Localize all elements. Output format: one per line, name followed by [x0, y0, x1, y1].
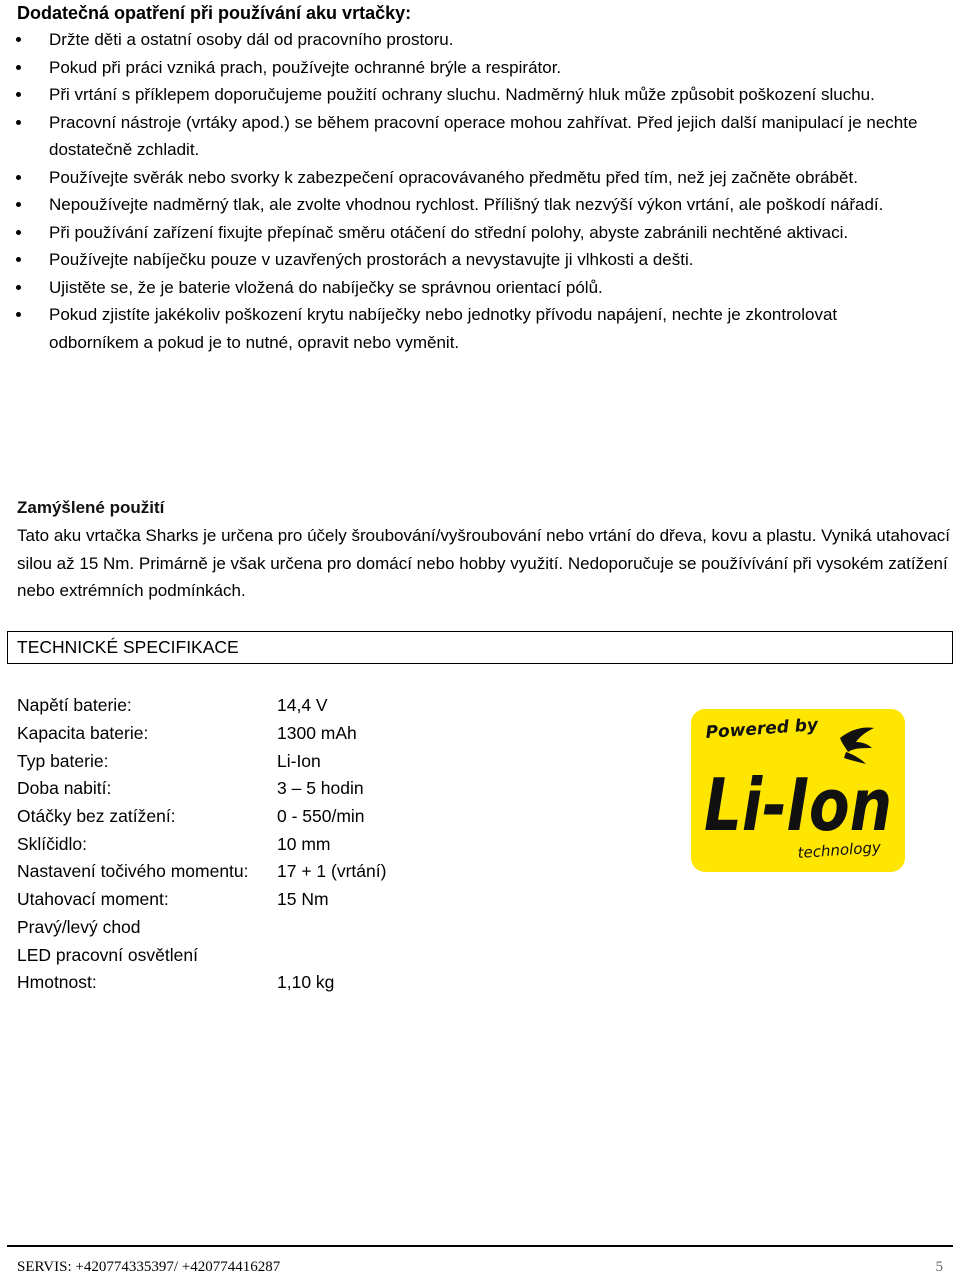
- list-item-text: Pokud při práci vzniká prach, používejte ochranné brýle a respirátor.: [49, 57, 562, 77]
- table-row: [17, 914, 386, 942]
- spec-label: LED pracovní osvětlení: [17, 944, 198, 965]
- spec-value: 14,4 V: [277, 695, 328, 716]
- bullet-icon: [16, 65, 21, 70]
- spec-label: Sklíčidlo:: [17, 833, 88, 854]
- bullet-icon: [16, 202, 21, 207]
- list-item-text: Používejte nabíječku pouze v uzavřených prostorách a nevystavujte ji vlhkosti a dešti.: [49, 250, 694, 269]
- footer-service: SERVIS: +420774335397/ +420774416287: [17, 1259, 281, 1275]
- bullet-icon: [16, 120, 21, 125]
- spec-value: 1300 mAh: [277, 723, 357, 744]
- footer-divider: [7, 1245, 953, 1247]
- table-row: [17, 969, 386, 997]
- page-number: 5: [935, 1259, 943, 1275]
- spec-label: Otáčky bez zatížení:: [17, 806, 176, 827]
- spec-value: Li-Ion: [277, 750, 321, 771]
- tech-specs-heading: TECHNICKÉ SPECIFIKACE: [7, 631, 953, 664]
- bullet-icon: [16, 312, 21, 317]
- spec-label: Utahovací moment:: [17, 889, 169, 910]
- spec-value: 10 mm: [277, 833, 331, 854]
- precautions-list: [0, 26, 930, 356]
- spec-label: Typ baterie:: [17, 750, 109, 771]
- spec-label: Hmotnost:: [17, 972, 97, 993]
- list-item: [0, 219, 930, 247]
- bullet-icon: [16, 175, 21, 180]
- table-row: [17, 830, 386, 858]
- spec-value: [277, 914, 386, 942]
- list-item: [0, 301, 930, 356]
- bullet-icon: [16, 230, 21, 235]
- list-item: [0, 246, 930, 274]
- list-item-text: Používejte svěrák nebo svorky k zabezpečení opracovávaného předmětu před tím, než jej začněte obrábět.: [49, 167, 858, 187]
- list-item-text: Pracovní nástroje (vrtáky apod.) se během pracovní operace mohou zahřívat. Před jejich další manipulací je nechte dostatečně zchladit.: [49, 112, 918, 159]
- spec-label: Napětí baterie:: [17, 695, 132, 716]
- spec-label: Pravý/levý chod: [17, 916, 141, 937]
- bullet-icon: [16, 285, 21, 290]
- spec-value: 1,10 kg: [277, 972, 335, 993]
- table-row: [17, 720, 386, 748]
- bullet-icon: [16, 92, 21, 97]
- bullet-icon: [16, 257, 21, 262]
- li-ion-logo: [690, 708, 906, 873]
- spec-value: 17 + 1 (vrtání): [277, 861, 387, 882]
- table-row: [17, 886, 386, 914]
- spec-label: Doba nabití:: [17, 778, 112, 799]
- table-row: [17, 775, 386, 803]
- spec-label: Kapacita baterie:: [17, 723, 149, 744]
- list-item: [0, 109, 930, 164]
- spec-value: 3 – 5 hodin: [277, 778, 364, 799]
- specs-table: [17, 692, 386, 997]
- list-item-text: Při používání zařízení fixujte přepínač směru otáčení do střední polohy, abyste zabránili nechtěné aktivaci.: [49, 222, 849, 242]
- table-row: [17, 941, 386, 969]
- list-item: [0, 191, 930, 219]
- list-item-text: Při vrtání s příklepem doporučujeme použití ochrany sluchu. Nadměrný hluk může způsobit poškození sluchu.: [49, 85, 875, 104]
- list-item-text: Nepoužívejte nadměrný tlak, ale zvolte vhodnou rychlost. Přílišný tlak nezvýší výkon vrtání, ale poškodí nářadí.: [49, 195, 884, 214]
- precautions-title: Dodatečná opatření při používání aku vrtačky:: [17, 3, 412, 23]
- list-item: [0, 81, 930, 109]
- list-item: [0, 274, 930, 302]
- logo-text-powered-by: Powered by: [704, 715, 819, 743]
- intended-use-body: Tato aku vrtačka Sharks je určena pro účely šroubování/vyšroubování nebo vrtání do dřeva, kovu a plastu. Vyniká utahovací silou až 15 Nm. Primárně je však určena pro domácí nebo hobby využití. Nedoporučuje se používívání při vysokém zatížení nebo extrémních podmínkách.: [17, 526, 951, 600]
- list-item-text: Pokud zjistíte jakékoliv poškození krytu nabíječky nebo jednotky přívodu napájení, nechte je zkontrolovat odborníkem a pokud je to nutné, opravit nebo vyměnit.: [49, 305, 838, 352]
- bullet-icon: [16, 37, 21, 42]
- logo-text-li-ion: Li-Ion: [704, 763, 892, 847]
- intended-use-title: Zamýšlené použití: [17, 498, 165, 517]
- list-item: [0, 164, 930, 192]
- list-item-text: Ujistěte se, že je baterie vložená do nabíječky se správnou orientací pólů.: [49, 277, 603, 297]
- table-row: [17, 692, 386, 720]
- list-item: [0, 54, 930, 82]
- spec-value: 15 Nm: [277, 889, 329, 910]
- table-row: [17, 803, 386, 831]
- table-row: [17, 858, 386, 886]
- logo-text-technology: technology: [797, 838, 882, 862]
- spec-value: 0 - 550/min: [277, 806, 365, 827]
- spec-value: [277, 941, 386, 969]
- list-item-text: Držte děti a ostatní osoby dál od pracovního prostoru.: [49, 30, 454, 49]
- list-item: [0, 26, 930, 54]
- spec-label: Nastavení točivého momentu:: [17, 861, 249, 882]
- table-row: [17, 747, 386, 775]
